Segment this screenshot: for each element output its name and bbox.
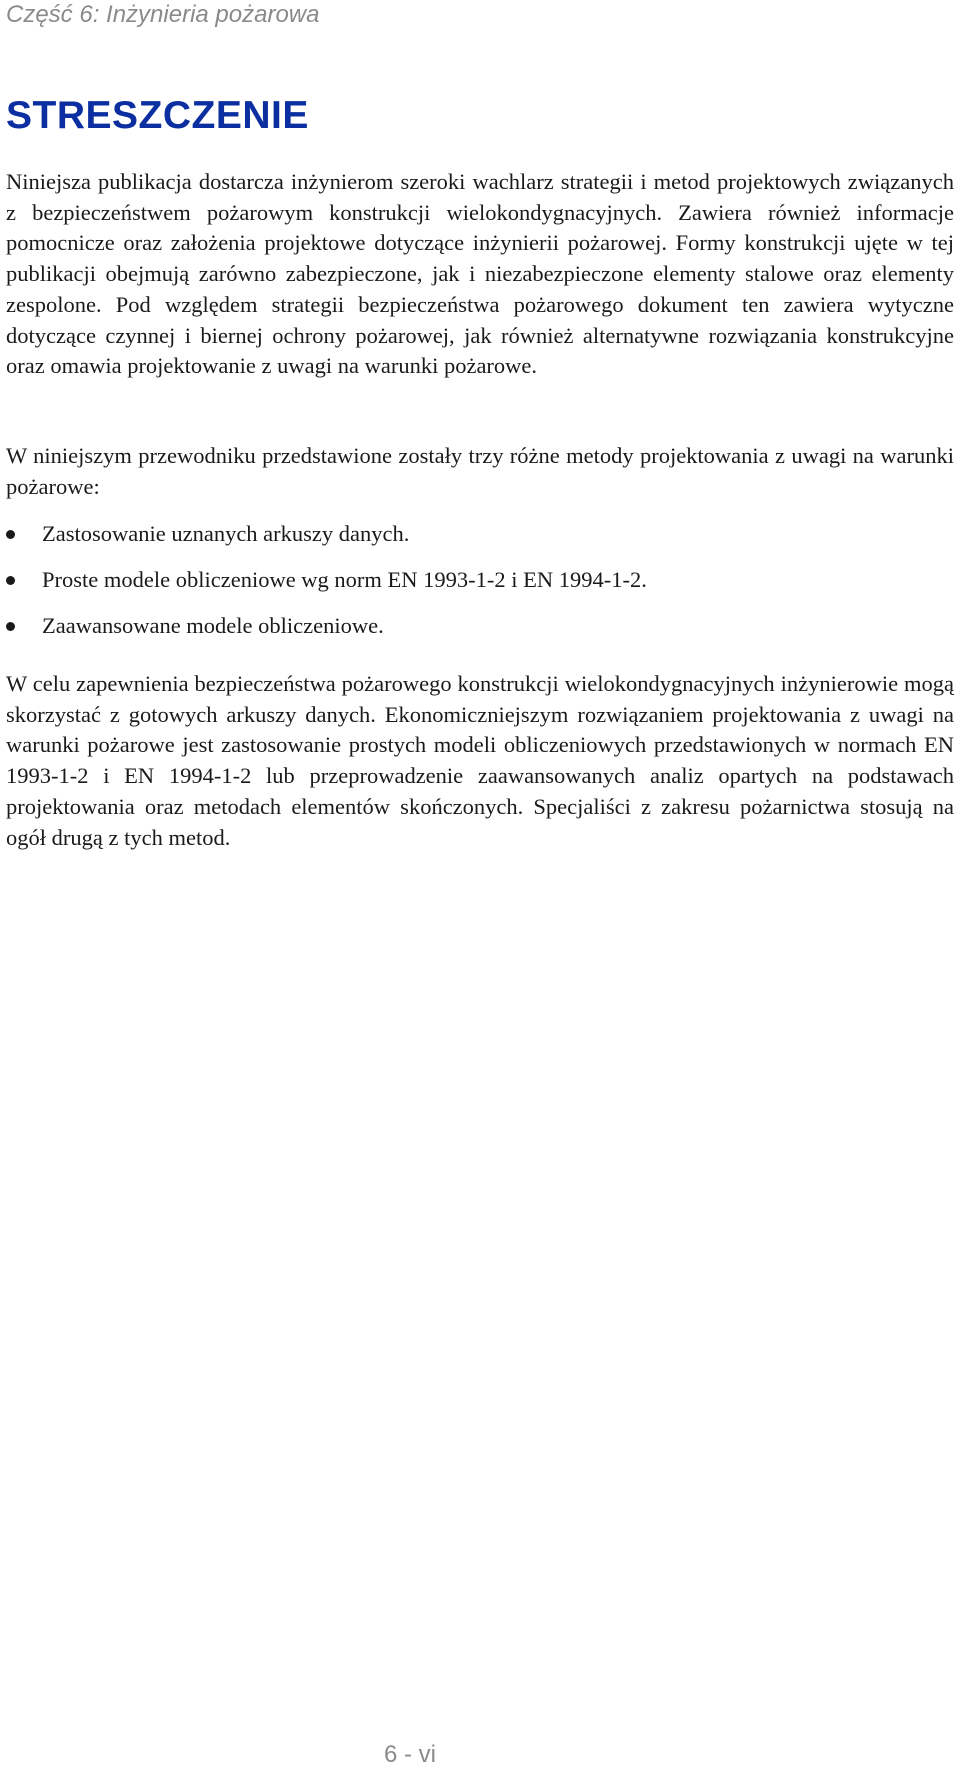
list-item-text: Zastosowanie uznanych arkuszy danych. xyxy=(42,521,410,546)
paragraph-conclusion: W celu zapewnienia bezpieczeństwa pożarowego konstrukcji wielokondygnacyjnych inżynierowie mogą skorzystać z gotowych arkuszy danych. Ekonomiczniejszym rozwiązaniem projektowania z uwagi na warunki pożarowe jest zastosowanie prostych modeli obliczeniowych przedstawionych w normach EN 1993-1-2 i EN 1994-1-2 lub przeprowadzenie zaawansowanych analiz opartych na podstawach projektowania oraz metodach elementów skończonych. Specjaliści z zakresu pożarnictwa stosują na ogół drugą z tych metod. xyxy=(6,671,954,850)
list-item xyxy=(0,519,948,565)
methods-bullet-list xyxy=(0,519,948,657)
list-item-text: Zaawansowane modele obliczeniowe. xyxy=(42,613,384,638)
page-number: 6 - vi xyxy=(383,1741,436,1768)
running-header: Część 6: Inżynieria pożarowa xyxy=(6,1,320,28)
list-item-text: Proste modele obliczeniowe wg norm EN 1993-1-2 i EN 1994-1-2. xyxy=(42,567,647,592)
bullet-icon xyxy=(6,622,15,631)
list-item xyxy=(0,565,948,611)
paragraph-intro: Niniejsza publikacja dostarcza inżynierom szeroki wachlarz strategii i metod projektowych związanych z bezpieczeństwem pożarowym konstrukcji wielokondygnacyjnych. Zawiera również informacje pomocnicze oraz założenia projektowe dotyczące inżynierii pożarowej. Formy konstrukcji ujęte w tej publikacji obejmują zarówno zabezpieczone, jak i niezabezpieczone elementy stalowe oraz elementy zespolone. Pod względem strategii bezpieczeństwa pożarowego dokument ten zawiera wytyczne dotyczące czynnej i biernej ochrony pożarowej, jak również alternatywne rozwiązania konstrukcyjne oraz omawia projektowanie z uwagi na warunki pożarowe. xyxy=(6,169,954,379)
paragraph-methods-intro: W niniejszym przewodniku przedstawione zostały trzy różne metody projektowania z uwagi na warunki pożarowe: xyxy=(6,443,954,499)
section-title: STRESZCZENIE xyxy=(6,94,309,137)
bullet-icon xyxy=(6,576,15,585)
list-item xyxy=(0,611,948,657)
bullet-icon xyxy=(6,530,15,539)
